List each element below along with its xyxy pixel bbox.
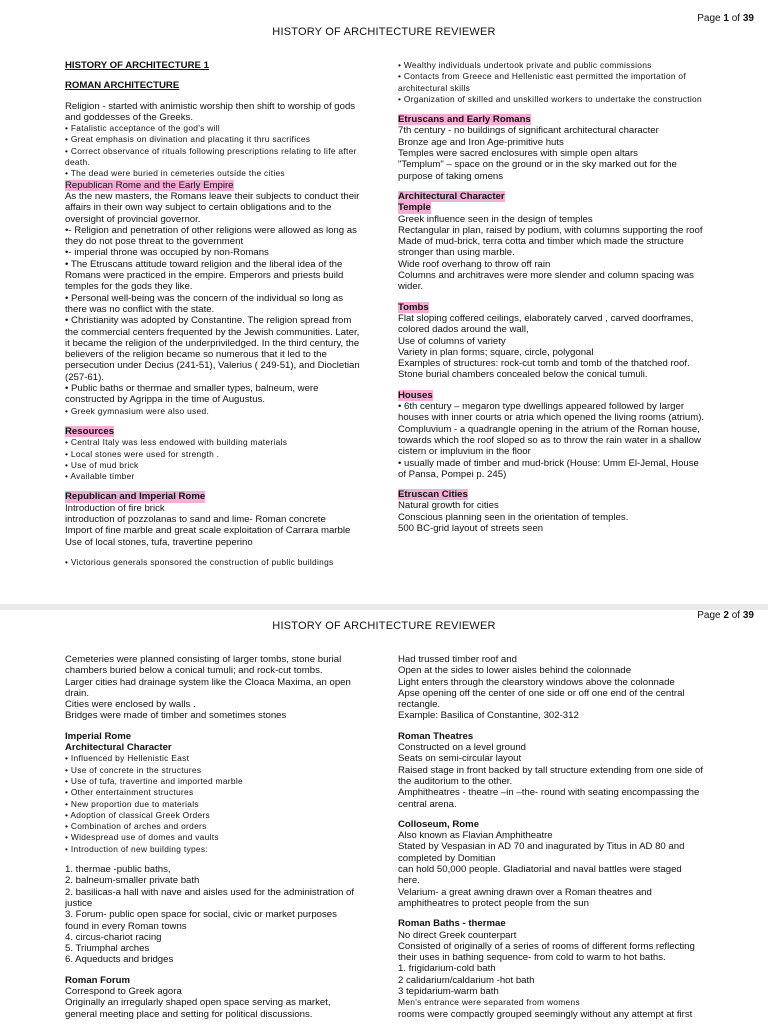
text-line: Rectangular in plan, raised by podium, with columns supporting the roof: [398, 224, 703, 236]
text-line: 4. circus-chariot racing: [65, 931, 162, 943]
spacer: [398, 909, 706, 918]
text-line: Compluvium - a quadrangle opening in the atrium of the Roman house, towards which the roof sloped so as to throw the rain water in a shallow cistern or impluvium in the floor: [398, 423, 701, 458]
text-line: • Greek gymnasium were also used.: [65, 405, 210, 416]
text-line: Flat sloping coffered ceilings, elaborately carved , carved doorframes, colored dados around the wall,: [398, 312, 694, 336]
page-title: HISTORY OF ARCHITECTURE REVIEWER: [272, 26, 496, 38]
spacer: [65, 417, 360, 426]
text-line: Conscious planning seen in the orientation of temples.: [398, 511, 629, 523]
text-line: • Great emphasis on divination and placating it thru sacrifices: [65, 134, 311, 145]
spacer: [398, 105, 706, 114]
page1-left-column: [65, 60, 360, 568]
text-line: • Combination of arches and orders: [65, 821, 207, 832]
text-line: • Central Italy was less endowed with building materials: [65, 437, 288, 448]
text-line: Use of local stones, tufa, travertine peperino: [65, 536, 253, 548]
text-line: rooms were compactly grouped seemingly without any attempt at first: [398, 1008, 693, 1020]
text-line: 3. Forum- public open space for social, civic or market purposes found in every Roman towns: [65, 909, 337, 932]
text-line: • usually made of timber and mud-brick (House: Umm El-Jemal, House of Pansa, Pompei p. 245): [398, 457, 699, 480]
page1-right-column: [398, 60, 706, 534]
spacer: [398, 182, 706, 191]
text-line: No direct Greek counterpart: [398, 929, 517, 941]
text-line: 1. thermae -public baths,: [65, 864, 171, 876]
text-line: 3 tepidarium-warm bath: [398, 986, 499, 998]
text-line: • Adoption of classical Greek Orders: [65, 809, 210, 820]
text-line: • Personal well-being was the concern of the individual so long as there was no conflict with the state.: [65, 292, 344, 315]
text-line: Introduction of fire brick: [65, 502, 165, 514]
text-line: Use of columns of variety: [398, 335, 506, 347]
section-heading: Houses: [398, 389, 433, 401]
text-line: Wide roof overhang to throw off rain: [398, 258, 551, 270]
spacer: [398, 293, 706, 302]
text-line: Republican Rome and the Early Empire: [65, 179, 234, 191]
spacer: [398, 480, 706, 489]
spacer: [65, 722, 360, 731]
spacer: [65, 855, 360, 864]
text-line: Import of fine marble and great scale exploitation of Carrara marble: [65, 525, 351, 537]
text-line: • Organization of skilled and unskilled workers to undertake the construction: [398, 93, 702, 104]
text-line: Cemeteries were planned consisting of larger tombs, stone burial chambers buried below a conical tumuli; and rock-cut tombs.: [65, 654, 342, 677]
text-line: Had trussed timber roof and: [398, 654, 517, 665]
text-line: Example: Basilica of Constantine, 302-312: [398, 710, 579, 722]
page-title: HISTORY OF ARCHITECTURE REVIEWER: [272, 620, 496, 632]
section-heading: Tombs: [398, 301, 429, 313]
text-line: 2 calidarium/caldarium -hot bath: [398, 974, 535, 986]
text-line: •- Religion and penetration of other religions were allowed as long as they do not pose threat to the government: [65, 224, 357, 248]
text-line: Natural growth for cities: [398, 500, 499, 512]
section-heading: Roman Baths - thermae: [398, 918, 506, 930]
text-line: 6. Aqueducts and bridges: [65, 954, 174, 966]
page-number: Page 1 of 39: [697, 13, 754, 24]
text-line: Cities were enclosed by walls .: [65, 699, 196, 711]
spacer: [65, 548, 360, 557]
text-line: • Fatalistic acceptance of the god's will: [65, 123, 221, 134]
text-line: 1. frigidarium-cold bath: [398, 963, 496, 975]
text-line: • Influenced by Hellenistic East: [65, 753, 190, 764]
text-line: • Use of mud brick: [65, 459, 139, 470]
section-heading: Roman Forum: [65, 974, 131, 986]
text-line: • Public baths or thermae and smaller types, balneum, were constructed by Agrippa in the time of Augustus.: [65, 383, 319, 406]
text-line: Made of mud-brick, terra cotta and timber which made the structure stronger than using marble.: [398, 236, 684, 259]
section-heading: Architectural Character: [65, 742, 172, 754]
text-line: • The dead were buried in cemeteries outside the cities: [65, 168, 285, 179]
section-heading: Temple: [398, 202, 431, 214]
text-line: Originally an irregularly shaped open space serving as market, general meeting place and setting for political discussions.: [65, 997, 331, 1020]
section-heading: Resources: [65, 425, 115, 437]
text-line: Raised stage in front backed by tall structure extending from one side of the auditorium to the other.: [398, 764, 704, 787]
section-heading: Roman Theatres: [398, 730, 474, 742]
text-line: can hold 50,000 people. Gladiatorial and naval battles were staged here.: [398, 864, 682, 887]
text-line: 5. Triumphal arches: [65, 943, 150, 955]
section-heading: Imperial Rome: [65, 730, 132, 742]
section-heading: Etruscans and Early Romans: [398, 114, 531, 126]
spacer: [65, 482, 360, 491]
text-line: Velarium- a great awning drawn over a Roman theatres and amphitheatres to protect people from the sun: [398, 886, 652, 909]
section-heading: Architectural Character: [398, 190, 505, 202]
section-heading: Republican and Imperial Rome: [65, 491, 206, 503]
text-line: • The Etruscans attitude toward religion and the liberal idea of the Romans were practiced in the empire. Emperors and priests build temples for the gods they like.: [65, 258, 344, 293]
spacer: [65, 92, 360, 101]
text-line: • Available timber: [65, 471, 135, 482]
text-line: Seats on semi-circular layout: [398, 753, 522, 765]
text-line: Constructed on a level ground: [398, 742, 526, 754]
spacer: [65, 966, 360, 975]
text-line: • Victorious generals sponsored the construction of public buildings: [65, 556, 334, 567]
text-line: Variety in plan forms; square, circle, polygonal: [398, 346, 594, 358]
text-line: Light enters through the clearstory windows above the colonnade: [398, 676, 675, 688]
section-heading: Colloseum, Rome: [398, 818, 480, 830]
text-line: Religion - started with animistic worship then shift to worship of gods and goddesses of the Greeks.: [65, 100, 356, 123]
text-line: • Widespread use of domes and vaults: [65, 832, 219, 843]
text-line: Also known as Flavian Amphitheatre: [398, 830, 553, 842]
section-heading: HISTORY OF ARCHITECTURE 1: [65, 60, 209, 71]
text-line: • Christianity was adopted by Constantine. The religion spread from the commercial centers frequented by the Jewish communities. Later, it became the religion of the underpriviledged. In the third century, the believers of the religion became so numerous that it led to the persecution under Decius (241-51), Valerius ( 249-51), and Diocletian (257-61).: [65, 315, 360, 383]
text-line: • Use of concrete in the structures: [65, 764, 202, 775]
section-heading: Etruscan Cities: [398, 489, 468, 501]
text-line: Consisted of originally of a series of rooms of different forms reflecting their uses in bathing sequence- from cold to warm to hot baths.: [398, 940, 695, 964]
text-line: As the new masters, the Romans leave their subjects to conduct their affairs in their own way subject to certain obligations and to the oversight of provincial governor.: [65, 190, 360, 225]
text-line: Open at the sides to lower aisles behind the colonnade: [398, 665, 632, 677]
text-line: • New proportion due to materials: [65, 798, 199, 809]
text-line: Correspond to Greek agora: [65, 986, 182, 998]
text-line: Larger cities had drainage system like the Cloaca Maxima, an open drain.: [65, 676, 351, 699]
text-line: • Contacts from Greece and Hellenistic east permitted the importation of architectural skills: [398, 71, 687, 93]
text-line: Examples of structures: rock-cut tomb and tomb of the thatched roof.: [398, 358, 690, 370]
text-line: "Templum" – space on the ground or in the sky marked out for the purpose of taking omens: [398, 159, 677, 182]
spacer: [65, 71, 360, 80]
section-heading: ROMAN ARCHITECTURE: [65, 80, 180, 92]
text-line: • 6th century – megaron type dwellings appeared followed by larger houses with inner courts or atria which opened the living rooms (atrium).: [398, 401, 705, 424]
spacer: [398, 722, 706, 731]
text-line: 7th century - no buildings of significant architectural character: [398, 125, 659, 137]
text-line: Apse opening off the center of one side or off one end of the central rectangle.: [398, 687, 685, 711]
text-line: • Other entertainment structures: [65, 787, 194, 798]
document-page-2: [0, 610, 768, 1024]
text-line: Amphitheatres - theatre –in –the- round with seating encompassing the central arena.: [398, 787, 700, 810]
text-line: Bridges were made of timber and sometimes stones: [65, 710, 287, 722]
text-line: •- imperial throne was occupied by non-Romans: [65, 247, 269, 259]
text-line: • Local stones were used for strength .: [65, 448, 220, 459]
text-line: • Introduction of new building types:: [65, 843, 208, 854]
text-line: 500 BC-grid layout of streets seen: [398, 522, 544, 534]
text-line: Temples were sacred enclosures with simple open altars: [398, 148, 638, 160]
spacer: [398, 810, 706, 819]
page2-right-column: [398, 654, 706, 1020]
page-number: Page 2 of 39: [697, 610, 754, 621]
text-line: Columns and architraves were more slender and column spacing was wider.: [398, 270, 694, 293]
text-line: Greek influence seen in the design of temples: [398, 213, 593, 225]
text-line: Men's entrance were separated from womens: [398, 997, 580, 1008]
spacer: [398, 381, 706, 390]
page2-left-column: [65, 654, 360, 1020]
text-line: • Wealthy individuals undertook private and public commissions: [398, 60, 652, 70]
text-line: Bronze age and Iron Age-primitive huts: [398, 136, 564, 148]
text-line: Stated by Vespasian in AD 70 and inagurated by Titus in AD 80 and completed by Domitian: [398, 841, 685, 864]
text-line: • Use of tufa, travertine and imported marble: [65, 775, 243, 786]
text-line: • Correct observance of rituals following prescriptions relating to life after death.: [65, 145, 357, 168]
text-line: 2. basilicas-a hall with nave and aisles used for the administration of justice: [65, 886, 355, 909]
text-line: Stone burial chambers concealed below the conical tumuli.: [398, 369, 648, 381]
text-line: introduction of pozzolanas to sand and lime- Roman concrete: [65, 513, 326, 525]
text-line: 2. balneum-smaller private bath: [65, 875, 200, 887]
